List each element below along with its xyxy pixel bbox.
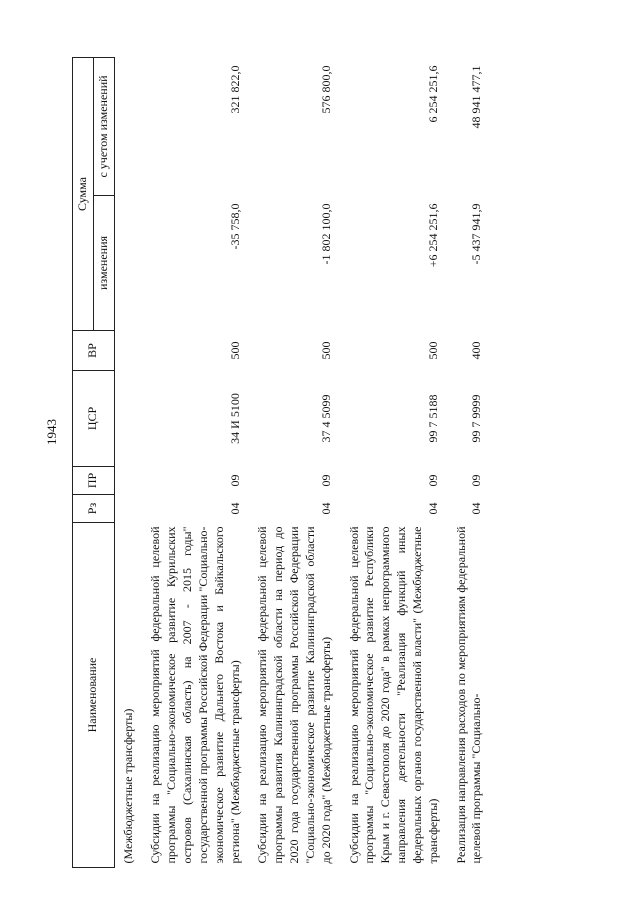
row-change: -35 758,0 <box>227 203 242 250</box>
row-name: Субсидии на реализацию мероприятий федеральной целевой программы "Социально-экономическое развитие Республики Крым и г. Севастополя до 2020 года" в рамках непрограммного направления деятельности "Реализация функций иных федеральных органов государственной власти" (Межбюджетные трансферты) <box>346 526 440 864</box>
row-pr: 09 <box>318 474 333 487</box>
header-rz: Рз <box>73 495 115 523</box>
row-total <box>114 57 142 195</box>
row-change <box>114 196 142 331</box>
row-rz: 04 <box>425 502 440 515</box>
row-csr: 34 И 5100 <box>227 393 242 444</box>
page-number: 1943 <box>44 419 59 445</box>
table-row <box>249 57 340 867</box>
row-rz: 04 <box>318 502 333 515</box>
budget-table <box>72 57 491 868</box>
row-name: Субсидии на реализацию мероприятий федеральной целевой программы развития Калининградской области на период до 2020 года государственной программы Российской Федерации "Социально-экономическое развитие Калининградской области до 2020 года" (Межбюджетные трансферты) <box>255 526 333 864</box>
row-csr: 37 4 5099 <box>318 394 333 443</box>
row-rz: 04 <box>227 502 242 515</box>
table-row <box>448 57 492 867</box>
row-vr: 500 <box>227 341 242 360</box>
row-total: 48 941 477,1 <box>469 65 484 129</box>
table-row <box>341 57 448 867</box>
row-pr: 09 <box>425 474 440 487</box>
row-total: 576 800,0 <box>318 65 333 114</box>
budget-table-sheet <box>72 58 632 868</box>
row-change: +6 254 251,6 <box>425 203 440 268</box>
header-name: Наименование <box>73 523 115 868</box>
row-rz: 04 <box>469 502 484 515</box>
row-vr: 500 <box>318 341 333 360</box>
row-vr: 500 <box>425 341 440 360</box>
header-vr: ВР <box>73 331 115 371</box>
row-change: -5 437 941,9 <box>469 203 484 265</box>
row-csr: 99 7 9999 <box>469 394 484 443</box>
header-csr: ЦСР <box>73 371 115 467</box>
row-pr <box>114 467 142 495</box>
row-vr: 400 <box>469 341 484 360</box>
header-with-changes: с учетом изменений <box>93 57 114 195</box>
row-csr: 99 7 5188 <box>425 394 440 443</box>
row-total: 6 254 251,6 <box>425 65 440 123</box>
header-sum: Сумма <box>73 57 94 330</box>
header-pr: ПР <box>73 467 115 495</box>
row-change: -1 802 100,0 <box>318 203 333 265</box>
row-rz <box>114 495 142 523</box>
row-csr <box>114 371 142 467</box>
table-row <box>114 57 142 867</box>
table-header <box>73 57 115 867</box>
table-body <box>114 57 491 867</box>
row-vr <box>114 331 142 371</box>
row-name: (Межбюджетные трансферты) <box>120 708 135 864</box>
row-name: Субсидии на реализацию мероприятий федеральной целевой программы "Социально-экономическое развитие Курильских островов (Сахалинская область) на 2007 - 2015 годы" государственной программы Российской Федерации "Социально-экономическое развитие Дальнего Востока и Байкальского региона" (Межбюджетные трансферты) <box>148 526 242 864</box>
row-name: Реализация направления расходов по мероприятиям федеральной целевой программы "Социально- <box>453 526 484 864</box>
row-pr: 09 <box>469 474 484 487</box>
row-pr: 09 <box>227 474 242 487</box>
row-total: 321 822,0 <box>227 65 242 114</box>
header-changes: изменения <box>93 196 114 331</box>
table-row <box>142 57 249 867</box>
